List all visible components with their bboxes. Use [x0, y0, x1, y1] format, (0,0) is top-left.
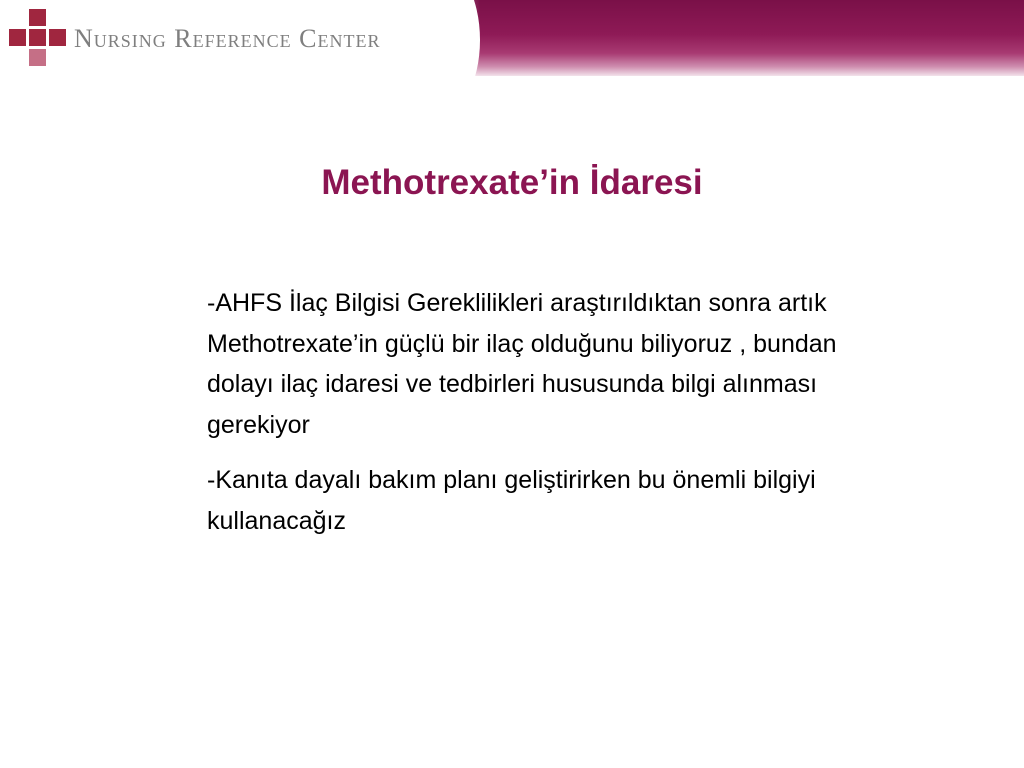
header: [0, 0, 1024, 82]
cross-squares-icon: [8, 8, 68, 68]
slide-title: Methotrexate’in İdaresi: [321, 163, 703, 202]
paragraph-2: -Kanıta dayalı bakım planı geliştirirken bu önemli bilgiyi kullanacağız: [207, 466, 816, 535]
brand-name: Nursing Reference Center: [74, 24, 381, 53]
logo: [0, 0, 430, 76]
slide-body: [207, 283, 847, 556]
header-banner: [430, 0, 1024, 76]
paragraph-1: -AHFS İlaç Bilgisi Gereklilikleri araştırıldıktan sonra artık Methotrexate’in güçlü bir ilaç olduğunu biliyoruz , bundan dolayı ilaç idaresi ve tedbirleri hususunda bilgi alınması gerekiyor: [207, 289, 837, 439]
